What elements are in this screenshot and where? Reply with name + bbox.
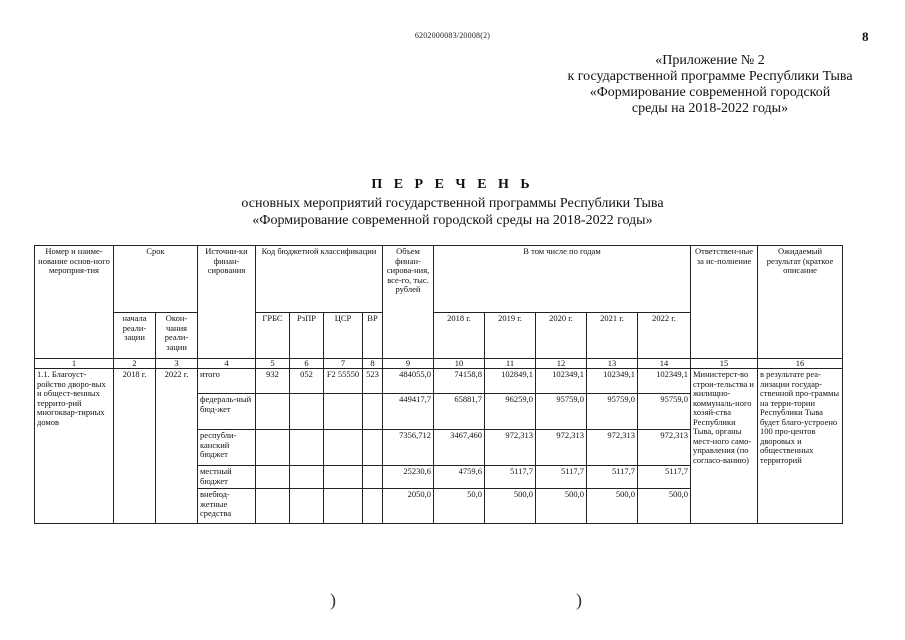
grbs-cell <box>256 489 290 524</box>
header-by-years: В том числе по годам <box>434 246 691 313</box>
year-value: 5117,7 <box>587 466 638 489</box>
column-number: 11 <box>485 359 536 369</box>
total-cell: 2050,0 <box>383 489 434 524</box>
year-value: 65881,7 <box>434 394 485 430</box>
rzpr-cell <box>290 394 324 430</box>
year-value: 5117,7 <box>485 466 536 489</box>
year-value: 5117,7 <box>638 466 691 489</box>
year-value: 96259,0 <box>485 394 536 430</box>
grbs-cell <box>256 394 290 430</box>
responsible-cell: Министерст-во строи-тельства и жилищно-коммуналь-ного хозяй-ства Республики Тыва, органы мест-ного само-управления (по согласо-ванию) <box>691 369 758 524</box>
measure-end: 2022 г. <box>156 369 198 524</box>
column-number: 3 <box>156 359 198 369</box>
year-value: 95759,0 <box>536 394 587 430</box>
header-year: 2022 г. <box>638 313 691 359</box>
year-value: 972,313 <box>638 430 691 466</box>
column-number: 2 <box>114 359 156 369</box>
year-value: 500,0 <box>587 489 638 524</box>
header-rzpr: РзПР <box>290 313 324 359</box>
page-number: 8 <box>862 29 869 44</box>
rzpr-cell <box>290 489 324 524</box>
csr-cell <box>324 466 363 489</box>
csr-cell: F2 55550 <box>324 369 363 394</box>
column-number: 4 <box>198 359 256 369</box>
appendix-line: среды на 2018-2022 годы» <box>631 101 789 116</box>
funding-source: итого <box>198 369 256 394</box>
funding-source: федераль-ный бюд-жет <box>198 394 256 430</box>
column-number: 5 <box>256 359 290 369</box>
funding-source: внебюд-жетные средства <box>198 489 256 524</box>
header-expected: Ожидаемый результат (краткое описание <box>758 246 843 359</box>
year-value: 500,0 <box>638 489 691 524</box>
column-number: 7 <box>324 359 363 369</box>
header-budget-code: Код бюджетной классификации <box>256 246 383 313</box>
vr-cell <box>363 430 383 466</box>
total-cell: 449417,7 <box>383 394 434 430</box>
result-cell: в результате реа-лизации государ-ственной про-граммы на терри-тории Республики Тыва будет благо-устроено 100 про-центов дворовых и общественных территорий <box>758 369 843 524</box>
column-number: 6 <box>290 359 324 369</box>
year-value: 102849,1 <box>485 369 536 394</box>
appendix-line: «Формирование современной городской <box>589 85 831 100</box>
measure-start: 2018 г. <box>114 369 156 524</box>
year-value: 500,0 <box>485 489 536 524</box>
year-value: 3467,460 <box>434 430 485 466</box>
funding-source: местный бюджет <box>198 466 256 489</box>
document-subtitle <box>0 195 905 229</box>
year-value: 95759,0 <box>638 394 691 430</box>
year-value: 50,0 <box>434 489 485 524</box>
header-year: 2018 г. <box>434 313 485 359</box>
appendix-heading <box>520 53 900 117</box>
header-grbs: ГРБС <box>256 313 290 359</box>
grbs-cell <box>256 430 290 466</box>
column-number: 16 <box>758 359 843 369</box>
appendix-line: «Приложение № 2 <box>655 53 765 68</box>
document-id: 6202000083/20008(2) <box>414 31 491 40</box>
column-number: 1 <box>35 359 114 369</box>
header-end: Окон-чания реали-зации <box>156 313 198 359</box>
total-cell: 7356,712 <box>383 430 434 466</box>
year-value: 102349,1 <box>638 369 691 394</box>
scan-mark: ) <box>576 590 582 610</box>
header-year: 2020 г. <box>536 313 587 359</box>
funding-source: республи-канский бюджет <box>198 430 256 466</box>
scan-mark: ) <box>330 590 336 610</box>
column-number: 10 <box>434 359 485 369</box>
column-number: 9 <box>383 359 434 369</box>
csr-cell <box>324 489 363 524</box>
grbs-cell <box>256 466 290 489</box>
column-number: 14 <box>638 359 691 369</box>
year-value: 972,313 <box>587 430 638 466</box>
year-value: 972,313 <box>536 430 587 466</box>
year-value: 5117,7 <box>536 466 587 489</box>
header-vr: ВР <box>363 313 383 359</box>
column-number: 15 <box>691 359 758 369</box>
column-numbers-row <box>35 359 843 369</box>
grbs-cell: 932 <box>256 369 290 394</box>
vr-cell: 523 <box>363 369 383 394</box>
header-measure-no: Номер и наиме-нование основ-ного мероприя-тия <box>35 246 114 359</box>
header-csr: ЦСР <box>324 313 363 359</box>
header-start: начала реали-зации <box>114 313 156 359</box>
rzpr-cell <box>290 430 324 466</box>
vr-cell <box>363 466 383 489</box>
measures-table <box>34 245 843 524</box>
rzpr-cell: 052 <box>290 369 324 394</box>
header-total: Объем финан-сирова-ния, все-го, тыс. рублей <box>383 246 434 359</box>
vr-cell <box>363 394 383 430</box>
year-value: 972,313 <box>485 430 536 466</box>
table-row <box>35 369 843 394</box>
year-value: 74158,8 <box>434 369 485 394</box>
csr-cell <box>324 430 363 466</box>
column-number: 12 <box>536 359 587 369</box>
subtitle-line: «Формирование современной городской среды на 2018-2022 годы» <box>252 213 653 228</box>
total-cell: 484055,0 <box>383 369 434 394</box>
rzpr-cell <box>290 466 324 489</box>
header-year: 2019 г. <box>485 313 536 359</box>
column-number: 13 <box>587 359 638 369</box>
measure-name: 1.1. Благоуст-ройство дворо-вых и общест-венных террито-рий многоквар-тирных домов <box>35 369 114 524</box>
appendix-line: к государственной программе Республики Тыва <box>567 69 853 84</box>
header-period: Срок <box>114 246 198 313</box>
vr-cell <box>363 489 383 524</box>
year-value: 500,0 <box>536 489 587 524</box>
header-sources: Источни-ки финан-сирования <box>198 246 256 359</box>
csr-cell <box>324 394 363 430</box>
year-value: 102349,1 <box>587 369 638 394</box>
total-cell: 25230,6 <box>383 466 434 489</box>
column-number: 8 <box>363 359 383 369</box>
subtitle-line: основных мероприятий государственной программы Республики Тыва <box>241 196 664 211</box>
year-value: 95759,0 <box>587 394 638 430</box>
header-responsible: Ответствен-ные за ис-полнение <box>691 246 758 359</box>
document-title: П Е Р Е Ч Е Н Ь <box>371 177 534 192</box>
year-value: 4759,6 <box>434 466 485 489</box>
year-value: 102349,1 <box>536 369 587 394</box>
header-year: 2021 г. <box>587 313 638 359</box>
